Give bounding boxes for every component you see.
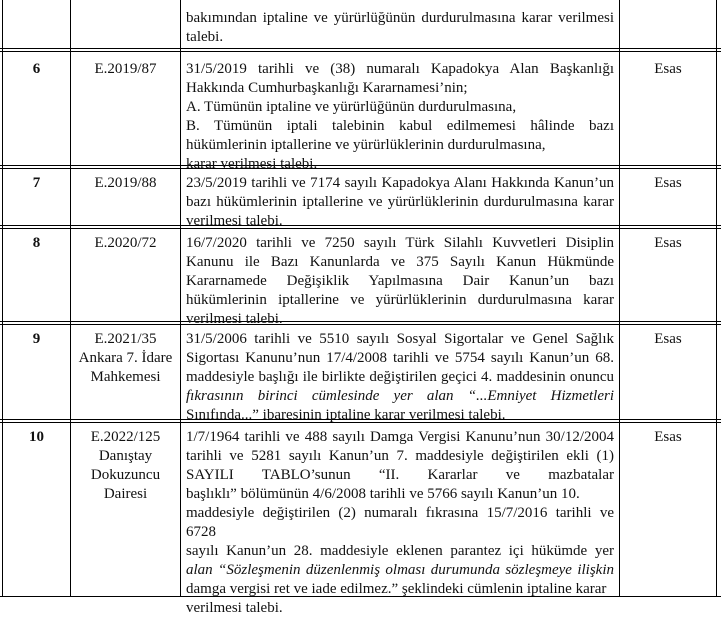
description-line: B. Tümünün iptali talebinin kabul edilmemesi hâlinde bazı [186,118,614,134]
description-line: hükümlerinin iptallerine ve yürürlüklerinin durdurulmasına, [186,137,546,153]
column-divider [70,0,71,597]
column-divider [180,0,181,597]
row-separator [0,48,721,52]
case-file-line: E.2019/88 [94,175,157,191]
description-line: Sınıfında...” ibaresinin iptaline karar verilmesi talebi. [186,407,506,423]
case-type-label: Esas [654,61,682,77]
description-line: talebi. [186,29,224,45]
row-number: 6 [32,61,41,77]
case-file-line: E.2019/87 [94,61,157,77]
description-line: hükümlerinin iptallerine ve yürürlüklerinin durdurulmasına karar [186,292,614,308]
case-file-line: E.2021/35 [94,331,157,347]
court-line: Ankara 7. İdare [78,350,173,366]
case-file-cell [71,174,180,193]
description-line: Sigortası Kanunu’nun 17/4/2008 tarihli ve 5754 sayılı Kanun’un 68. [186,350,614,366]
description-line: SAYILI TABLO’sunun “II. Kararlar ve mazbatalar [186,467,614,483]
description-line: verilmesi talebi. [186,213,283,229]
court-line: Dairesi [103,486,148,502]
description-line: Kararnamede Değişiklik Yapılmasına Dair Kanun’un bazı [186,273,614,289]
case-file-cell [71,330,180,387]
description-cell [186,428,614,618]
description-line: maddesiyle başlığı ile birlikte değiştirilen geçici 4. maddesinin onuncu [186,369,614,385]
description-cell [186,174,614,231]
case-file-cell [71,428,180,504]
description-line: 1/7/1964 tarihli ve 488 sayılı Damga Vergisi Kanunu’nun 30/12/2004 [186,429,614,445]
description-line: alan “Sözleşmenin düzenlenmiş olması durumunda sözleşmeye ilişkin [186,562,614,578]
case-file-cell [71,60,180,79]
court-line: Dokuzuncu [90,467,161,483]
description-line: 31/5/2019 tarihli ve (38) numaralı Kapadokya Alan Başkanlığı [186,61,614,77]
description-line: Kanunu ile Bazı Kanunlarda ve 375 Sayılı Kanun Hükmünde [186,254,614,270]
description-line: bakımından iptaline ve yürürlüğünün durdurulmasına karar verilmesi [186,10,614,26]
case-type-label: Esas [654,235,682,251]
table-border-right [716,0,717,597]
case-type-label: Esas [654,175,682,191]
row-number: 7 [32,175,41,191]
description-line: 23/5/2019 tarihli ve 7174 sayılı Kapadokya Alanı Hakkında Kanun’un [186,175,614,191]
court-line: Mahkemesi [90,369,161,385]
row-number: 9 [32,331,41,347]
description-line: 31/5/2006 tarihli ve 5510 sayılı Sosyal Sigortalar ve Genel Sağlık [186,331,614,347]
description-line: verilmesi talebi. [186,311,283,327]
description-line: karar verilmesi talebi. [186,156,318,172]
case-file-line: E.2022/125 [90,429,161,445]
description-line: fıkrasının birinci cümlesinde yer alan “...Emniyet Hizmetleri [186,388,614,404]
description-cell [186,330,614,425]
description-line: verilmesi talebi. [186,600,283,616]
description-line: damga vergisi ret ve iade edilmez.” şeklindeki cümlenin iptaline karar [186,581,607,597]
case-type-label: Esas [654,429,682,445]
column-divider [619,0,620,597]
case-file-cell [71,234,180,253]
description-line: bazı hükümlerinin iptallerine ve yürürlüklerinin durdurulmasına karar [186,194,614,210]
description-line: maddesiyle değiştirilen (2) numaralı fıkrasına 15/7/2016 tarihli ve 6728 [186,505,614,540]
table-border-left [2,0,3,597]
court-line: Danıştay [98,448,153,464]
description-line: başlıklı” bölümünün 4/6/2008 tarihli ve 5766 sayılı Kanun’un 10. [186,486,580,502]
description-line: A. Tümünün iptaline ve yürürlüğünün durdurulmasına, [186,99,517,115]
description-line: tarihli ve 5281 sayılı Kanun’un 7. maddesiyle değiştirilen ekli (1) [186,448,614,464]
description-cell [186,234,614,329]
row-number: 10 [29,429,44,445]
description-cell [186,9,614,47]
description-line: 16/7/2020 tarihli ve 7250 sayılı Türk Silahlı Kuvvetleri Disiplin [186,235,614,251]
case-file-line: E.2020/72 [94,235,157,251]
description-line: Hakkında Cumhurbaşkanlığı Kararnamesi’nin; [186,80,468,96]
row-number: 8 [32,235,41,251]
description-line: sayılı Kanun’un 28. maddesiyle eklenen parantez içi hükümde yer [186,543,614,559]
description-cell [186,60,614,174]
case-type-label: Esas [654,331,682,347]
